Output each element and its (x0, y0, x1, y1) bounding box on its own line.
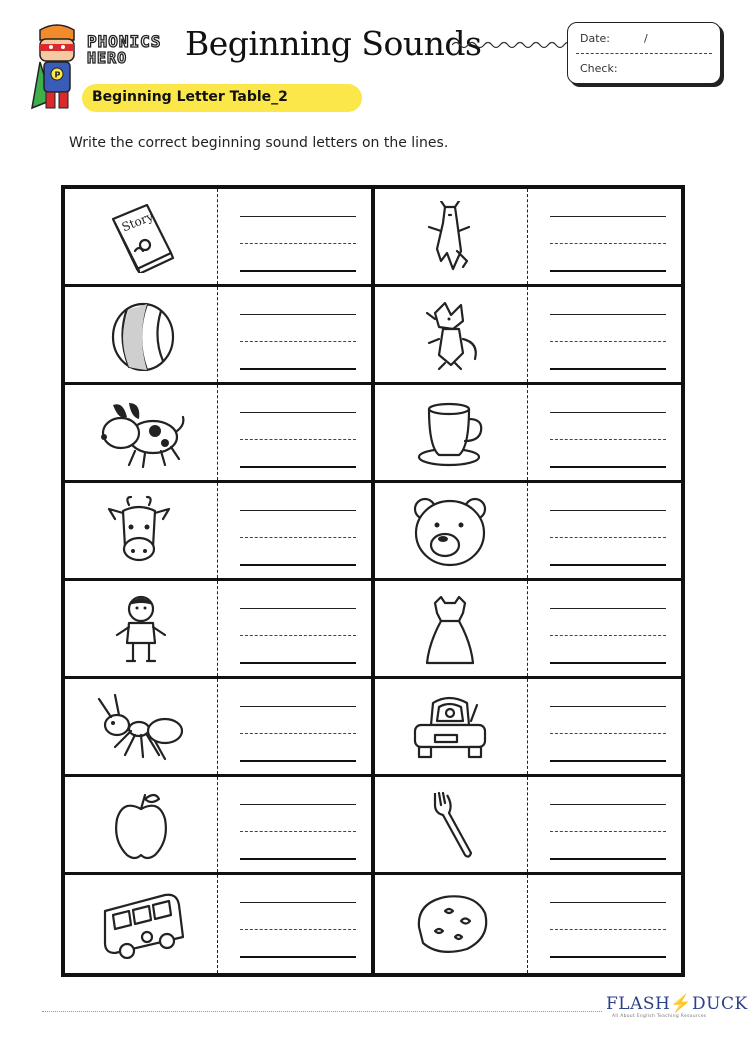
cell-divider (527, 483, 528, 578)
book-icon (95, 201, 185, 273)
table-row (65, 875, 373, 973)
answer-mid-line (240, 929, 356, 930)
table-row (375, 385, 683, 483)
answer-mid-line (550, 929, 666, 930)
cell-divider (217, 287, 218, 382)
date-label: Date: (580, 32, 610, 45)
answer-mid-line (550, 635, 666, 636)
subtitle: Beginning Letter Table_2 (92, 89, 288, 105)
cell-divider (527, 385, 528, 480)
wave-divider (452, 38, 570, 52)
answer-base-line[interactable] (240, 270, 356, 272)
answer-top-line (550, 412, 666, 413)
answer-top-line (240, 314, 356, 315)
cow-icon (95, 495, 185, 567)
cell-divider (527, 189, 528, 284)
apple-icon (95, 789, 185, 861)
date-row (580, 32, 648, 45)
bear-icon (405, 495, 495, 567)
answer-base-line[interactable] (240, 760, 356, 762)
table-row (65, 581, 373, 679)
cell-divider (217, 385, 218, 480)
cell-divider (217, 581, 218, 676)
cell-divider (217, 679, 218, 774)
left-column (65, 189, 373, 973)
cell-divider (527, 287, 528, 382)
answer-base-line[interactable] (550, 956, 666, 958)
answer-mid-line (240, 733, 356, 734)
footer-divider (42, 1011, 602, 1012)
car-icon (405, 691, 495, 763)
answer-base-line[interactable] (550, 270, 666, 272)
brand-line-2: HERO (87, 49, 128, 67)
answer-top-line (550, 608, 666, 609)
table-row (375, 777, 683, 875)
answer-top-line (550, 902, 666, 903)
answer-top-line (240, 902, 356, 903)
fox-icon (405, 299, 495, 371)
answer-mid-line (240, 439, 356, 440)
table-row (375, 189, 683, 287)
lightning-icon: ⚡ (670, 994, 693, 1014)
table-row (375, 581, 683, 679)
table-row (375, 483, 683, 581)
cookie-icon (405, 887, 495, 959)
answer-base-line[interactable] (550, 760, 666, 762)
date-check-box (567, 22, 721, 84)
answer-mid-line (240, 341, 356, 342)
cell-divider (217, 483, 218, 578)
answer-mid-line (550, 733, 666, 734)
answer-mid-line (240, 243, 356, 244)
page-title: Beginning Sounds (185, 24, 482, 63)
date-divider (576, 53, 712, 54)
answer-top-line (240, 706, 356, 707)
answer-mid-line (550, 537, 666, 538)
answer-mid-line (240, 635, 356, 636)
answer-top-line (550, 216, 666, 217)
footer-logo (606, 994, 748, 1014)
answer-mid-line (550, 243, 666, 244)
table-row (375, 875, 683, 973)
cell-divider (217, 875, 218, 973)
footer-tagline: All About English Teaching Resources (612, 1014, 707, 1019)
answer-base-line[interactable] (240, 858, 356, 860)
dress-icon (405, 593, 495, 665)
mascot-icon (30, 22, 84, 112)
answer-mid-line (550, 831, 666, 832)
table-row (65, 777, 373, 875)
check-label: Check: (580, 62, 618, 75)
boy-icon (95, 593, 185, 665)
brand-line-1: PHONICS (87, 32, 162, 51)
fork-icon (405, 789, 495, 861)
answer-top-line (240, 510, 356, 511)
bus-icon (95, 887, 185, 959)
answer-base-line[interactable] (240, 564, 356, 566)
worksheet-table (61, 185, 685, 977)
answer-base-line[interactable] (240, 368, 356, 370)
date-separator: / (644, 32, 648, 45)
answer-base-line[interactable] (550, 662, 666, 664)
cell-divider (217, 189, 218, 284)
answer-base-line[interactable] (550, 368, 666, 370)
answer-base-line[interactable] (240, 466, 356, 468)
table-row (65, 483, 373, 581)
svg-text:P: P (54, 70, 61, 80)
table-row (65, 189, 373, 287)
table-row (375, 287, 683, 385)
table-row (65, 385, 373, 483)
cell-divider (527, 679, 528, 774)
instructions: Write the correct beginning sound letters on the lines. (69, 135, 449, 151)
svg-text:Story: Story (119, 209, 156, 235)
logo-part-2: DUCK (692, 994, 748, 1014)
answer-base-line[interactable] (240, 956, 356, 958)
table-row (65, 287, 373, 385)
answer-top-line (550, 314, 666, 315)
answer-base-line[interactable] (550, 466, 666, 468)
cell-divider (217, 777, 218, 872)
answer-mid-line (240, 537, 356, 538)
answer-top-line (240, 412, 356, 413)
answer-mid-line (550, 341, 666, 342)
cell-divider (527, 777, 528, 872)
answer-mid-line (240, 831, 356, 832)
brand-logo (87, 34, 179, 70)
answer-base-line[interactable] (550, 564, 666, 566)
answer-top-line (550, 510, 666, 511)
table-row (65, 679, 373, 777)
answer-top-line (550, 804, 666, 805)
answer-top-line (240, 804, 356, 805)
answer-top-line (550, 706, 666, 707)
cell-divider (527, 581, 528, 676)
crocodile-icon (405, 201, 495, 273)
ball-icon (95, 299, 185, 371)
answer-base-line[interactable] (550, 858, 666, 860)
right-column (375, 189, 683, 973)
answer-top-line (240, 216, 356, 217)
answer-top-line (240, 608, 356, 609)
dog-icon (95, 397, 185, 469)
answer-base-line[interactable] (240, 662, 356, 664)
table-row (375, 679, 683, 777)
logo-part-1: FLASH (606, 994, 671, 1014)
ant-icon (95, 691, 185, 763)
cell-divider (527, 875, 528, 973)
answer-mid-line (550, 439, 666, 440)
cup-icon (405, 397, 495, 469)
